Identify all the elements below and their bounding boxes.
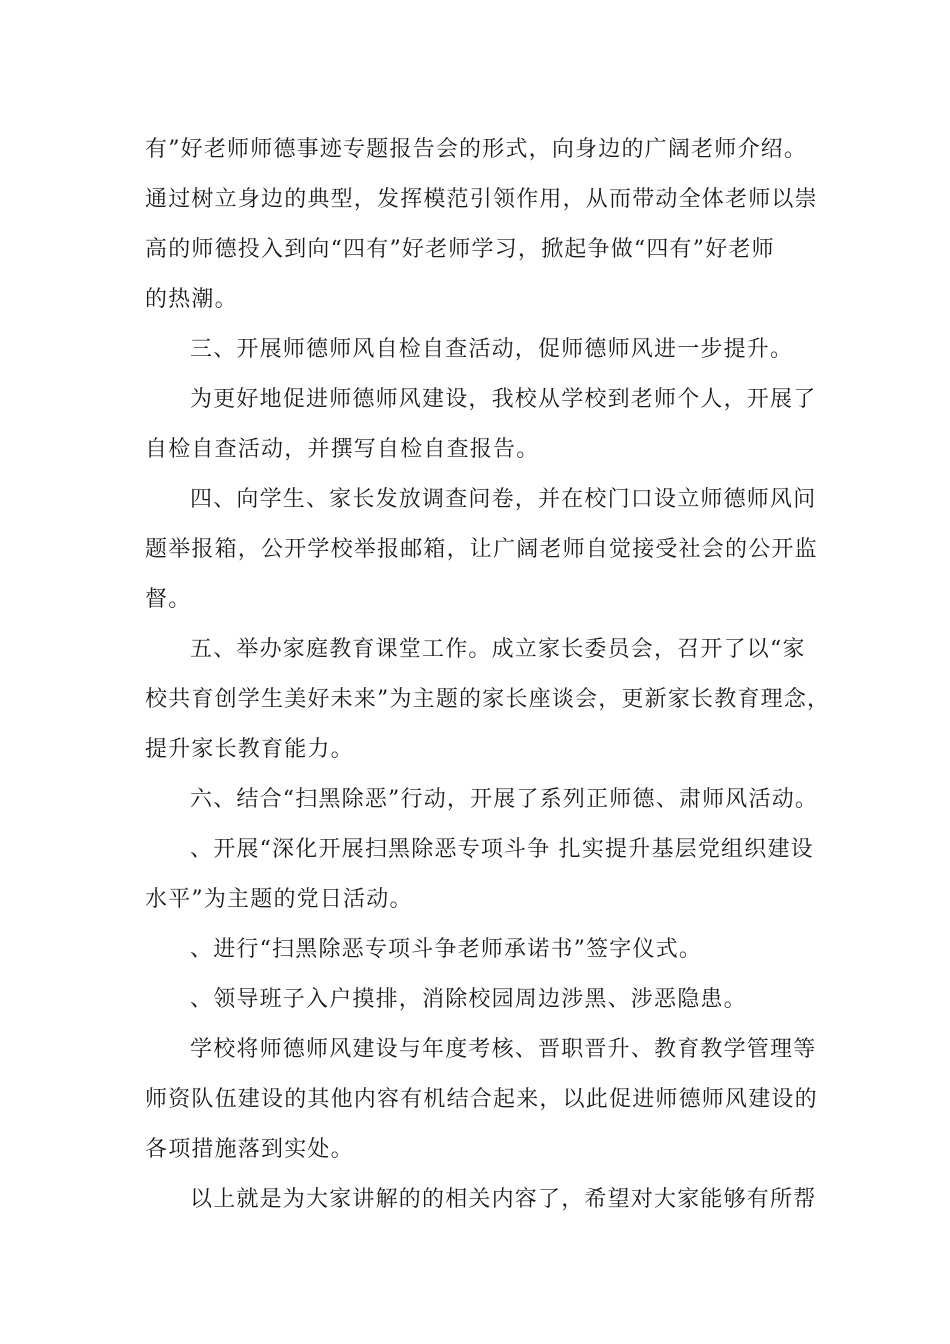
- list-item: 、进行“扫黑除恶专项斗争老师承诺书”签字仪式。: [190, 937, 703, 962]
- text-line: 学校将师德师风建设与年度考核、晋职晋升、教育教学管理等: [190, 1037, 817, 1062]
- section-heading: 四、向学生、家长发放调查问卷，并在校门口设立师德师风问: [190, 487, 817, 512]
- text-line: 有”好老师师德事迹专题报告会的形式，向身边的广阔老师介绍。: [145, 137, 808, 162]
- text-line: 题举报箱，公开学校举报邮箱，让广阔老师自觉接受社会的公开监: [145, 537, 818, 562]
- section-heading: 五、举办家庭教育课堂工作。成立家长委员会，召开了以“家: [190, 637, 806, 662]
- text-line: 水平”为主题的党日活动。: [145, 887, 413, 912]
- text-line: 以上就是为大家讲解的的相关内容了，希望对大家能够有所帮: [190, 1187, 817, 1212]
- text-line: 高的师德投入到向“四有”好老师学习，掀起争做“四有”好老师: [145, 237, 775, 262]
- text-line: 师资队伍建设的其他内容有机结合起来，以此促进师德师风建设的: [145, 1087, 818, 1112]
- section-heading: 三、开展师德师风自检自查活动，促师德师风进一步提升。: [190, 337, 794, 362]
- list-item: 、领导班子入户摸排，消除校园周边涉黑、涉恶隐患。: [190, 987, 747, 1012]
- text-line: 督。: [145, 587, 192, 612]
- text-line: 通过树立身边的典型，发挥模范引领作用，从而带动全体老师以崇: [145, 187, 818, 212]
- text-line: 校共育创学生美好未来”为主题的家长座谈会，更新家长教育理念，: [145, 687, 831, 712]
- list-item: 、开展“深化开展扫黑除恶专项斗争 扎实提升基层党组织建设: [190, 837, 814, 862]
- text-line: 为更好地促进师德师风建设，我校从学校到老师个人，开展了: [190, 387, 817, 412]
- text-line: 各项措施落到实处。: [145, 1137, 354, 1162]
- text-line: 自检自查活动，并撰写自检自查报告。: [145, 437, 540, 462]
- section-heading: 六、结合“扫黑除恶”行动，开展了系列正师德、肃师风活动。: [190, 787, 819, 812]
- text-line: 的热潮。: [145, 287, 238, 312]
- text-line: 提升家长教育能力。: [145, 737, 354, 762]
